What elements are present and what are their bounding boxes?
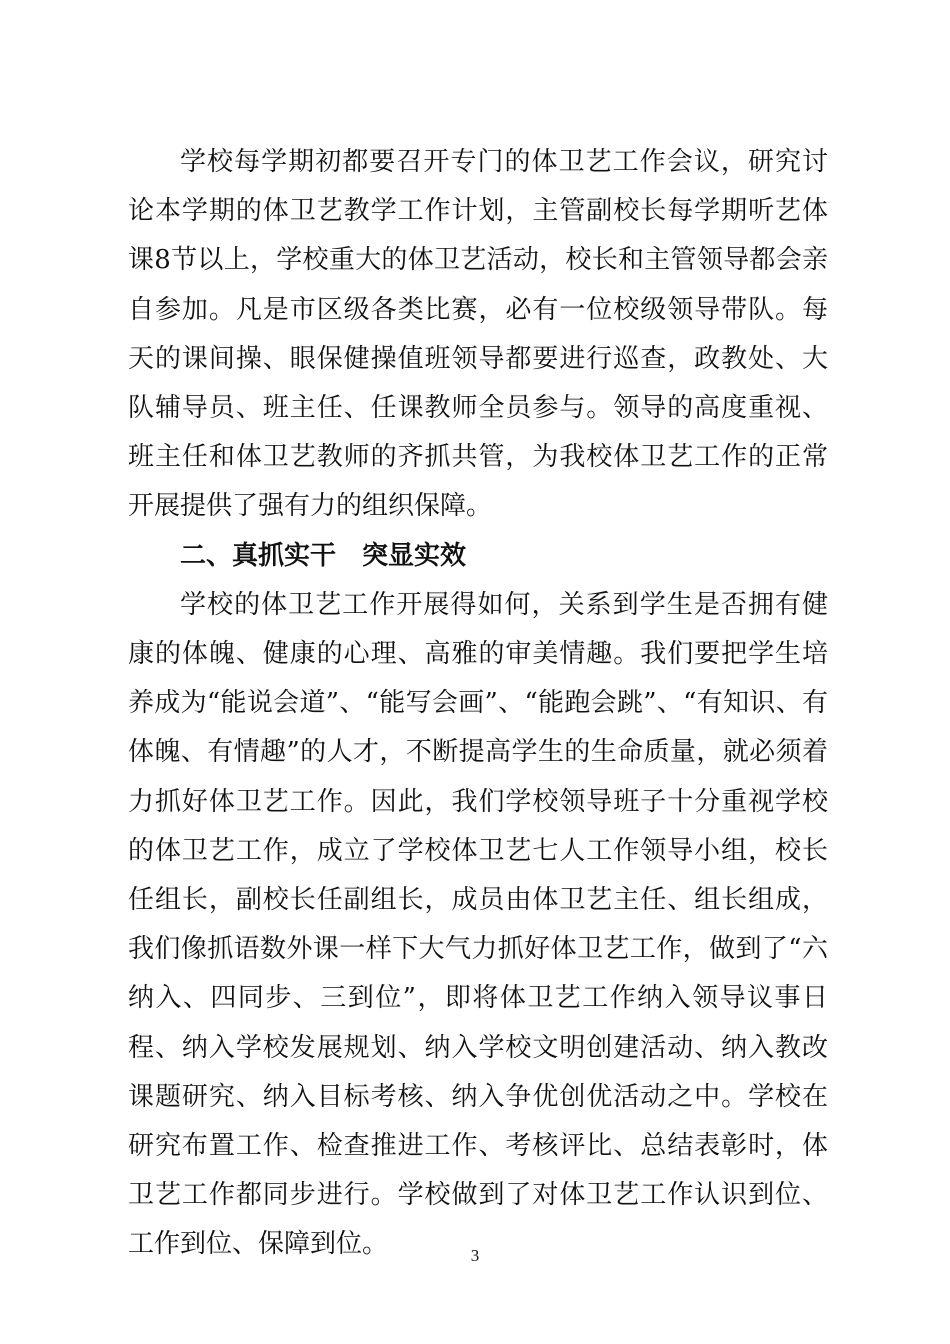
section-heading-2: 二、真抓实干 突显实效	[180, 540, 467, 571]
page-number: 3	[470, 1246, 480, 1265]
paragraph-organization-guarantee: 学校每学期初都要召开专门的体卫艺工作会议，研究讨论本学期的体卫艺教学工作计划，主管副校长每学期听艺体课8节以上，学校重大的体卫艺活动，校长和主管领导都会亲自参加。凡是市区级各类比赛，必有一位校级领导带队。每天的课间操、眼保健操值班领导都要进行巡查，政教处、大队辅导员、班主任、任课教师全员参与。领导的高度重视、班主任和体卫艺教师的齐抓共管，为我校体卫艺工作的正常开展提供了强有力的组织保障。	[128, 147, 828, 522]
document-body	[128, 138, 828, 1270]
paragraph-practical-work: 学校的体卫艺工作开展得如何，关系到学生是否拥有健康的体魄、健康的心理、高雅的审美情趣。我们要把学生培养成为“能说会道”、“能写会画”、“能跑会跳”、“有知识、有体魄、有情趣”的人才，不断提高学生的生命质量，就必须着力抓好体卫艺工作。因此，我们学校领导班子十分重视学校的体卫艺工作，成立了学校体卫艺七人工作领导小组，校长任组长，副校长任副组长，成员由体卫艺主任、组长组成，我们像抓语数外课一样下大气力抓好体卫艺工作，做到了“六纳入、四同步、三到位”，即将体卫艺工作纳入领导议事日程、纳入学校发展规划、纳入学校文明创建活动、纳入教改课题研究、纳入目标考核、纳入争优创优活动之中。学校在研究布置工作、检查推进工作、考核评比、总结表彰时，体卫艺工作都同步进行。学校做到了对体卫艺工作认识到位、工作到位、保障到位。	[128, 589, 828, 1260]
